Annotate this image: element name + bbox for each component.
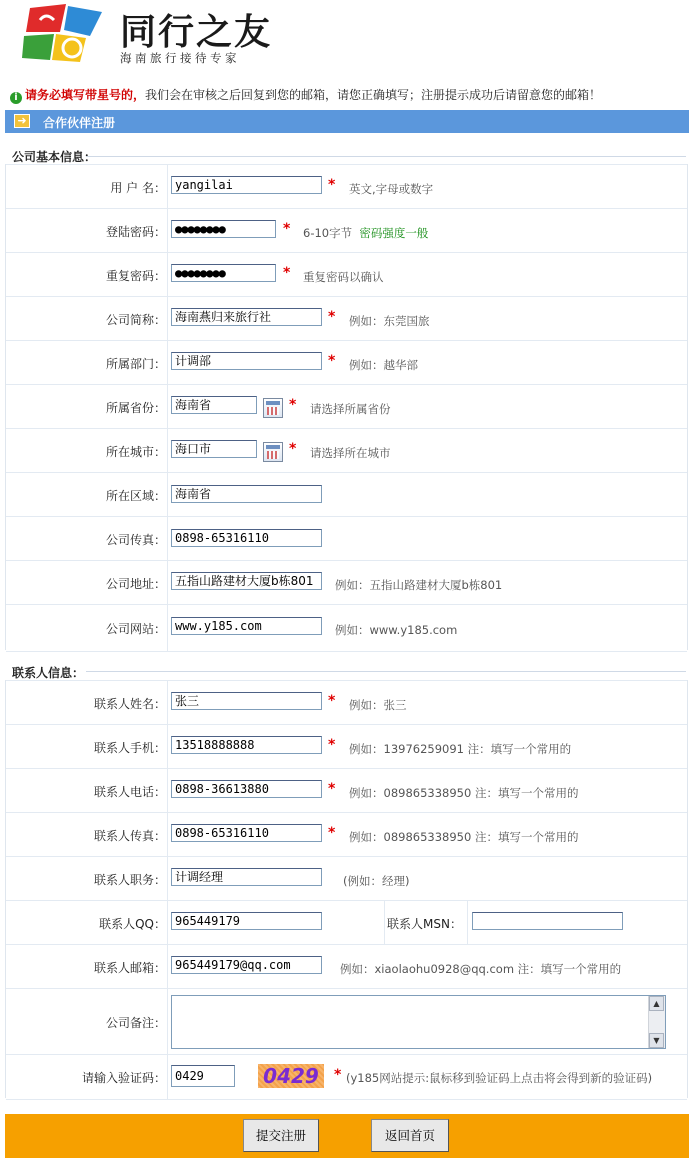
province-input[interactable]: 海南省	[171, 396, 257, 414]
website-hint: 例如：www.y185.com	[335, 623, 458, 637]
city-hint: 请选择所在城市	[310, 446, 391, 460]
website-input[interactable]: www.y185.com	[171, 617, 322, 635]
contact-name-hint: 例如：张三	[349, 698, 407, 712]
contact-email-hint: 例如：xiaolaohu0928@qq.com 注：填写一个常用的	[340, 962, 622, 976]
contact-msn-label: 联系人MSN：	[387, 916, 462, 931]
city-input[interactable]: 海口市	[171, 440, 257, 458]
contact-email-input[interactable]: 965449179@qq.com	[171, 956, 322, 974]
row-city	[6, 428, 687, 473]
row-contact-position	[6, 856, 687, 901]
row-contact-im	[6, 900, 687, 945]
row-password	[6, 208, 687, 253]
row-province	[6, 384, 687, 429]
contact-mobile-label: 联系人手机：	[93, 740, 166, 755]
row-contact-phone	[6, 768, 687, 813]
home-button[interactable]: 返回首页	[371, 1119, 449, 1152]
contact-qq-label: 联系人QQ：	[99, 916, 166, 931]
required-star: *	[328, 353, 336, 369]
required-star: *	[283, 221, 291, 237]
contact-mobile-hint: 例如：13976259091 注：填写一个常用的	[349, 742, 572, 756]
contact-email-label: 联系人邮箱：	[93, 960, 166, 975]
district-input[interactable]: 海南省	[171, 485, 322, 503]
contact-position-hint: (例如：经理)	[343, 874, 410, 888]
contact-fax-label: 联系人传真：	[93, 828, 166, 843]
row-fax	[6, 516, 687, 561]
contact-position-label: 联系人职务：	[93, 872, 166, 887]
password-strength: 密码强度一般	[359, 226, 429, 240]
scroll-up-icon[interactable]: ▲	[649, 996, 664, 1011]
captcha-label: 请输入验证码：	[81, 1070, 166, 1085]
row-contact-fax	[6, 812, 687, 857]
section-contact-title: 联系人信息：	[12, 666, 85, 680]
password-input[interactable]: ●●●●●●●●	[171, 220, 276, 238]
department-label: 所属部门：	[105, 356, 166, 371]
captcha-hint: (y185网站提示:鼠标移到验证码上点击将会得到新的验证码)	[346, 1071, 653, 1085]
password-label: 登陆密码：	[105, 224, 166, 239]
page-title-bar	[5, 110, 689, 133]
section-divider	[86, 156, 686, 158]
brand-title: 同行之友	[120, 11, 273, 53]
company-form	[5, 164, 688, 650]
required-star: *	[328, 825, 336, 841]
password-repeat-hint: 重复密码以确认	[303, 270, 384, 284]
notice	[10, 86, 601, 104]
password-repeat-label: 重复密码：	[105, 268, 166, 283]
department-hint: 例如：越华部	[349, 358, 418, 372]
required-star: *	[328, 177, 336, 193]
row-district	[6, 472, 687, 517]
notice-required: 请务必填写带星号的，	[25, 88, 146, 102]
required-star: *	[283, 265, 291, 281]
province-label: 所属省份：	[105, 400, 166, 415]
contact-msn-input[interactable]	[472, 912, 623, 930]
required-star: *	[289, 441, 297, 457]
contact-qq-input[interactable]: 965449179	[171, 912, 322, 930]
brand-subtitle: 海南旅行接待专家	[120, 51, 240, 65]
row-department	[6, 340, 687, 385]
contact-fax-input[interactable]: 0898-65316110	[171, 824, 322, 842]
province-hint: 请选择所属省份	[310, 402, 391, 416]
contact-fax-hint: 例如：089865338950 注：填写一个常用的	[349, 830, 579, 844]
required-star: *	[289, 397, 297, 413]
username-hint: 英文,字母或数字	[349, 182, 434, 196]
calendar-picker-icon[interactable]	[263, 442, 283, 462]
contact-phone-hint: 例如：089865338950 注：填写一个常用的	[349, 786, 579, 800]
city-label: 所在城市：	[105, 444, 166, 459]
contact-position-input[interactable]: 计调经理	[171, 868, 322, 886]
captcha-image[interactable]: 0429	[258, 1064, 324, 1088]
username-input[interactable]: yangilai	[171, 176, 322, 194]
contact-phone-label: 联系人电话：	[93, 784, 166, 799]
captcha-input[interactable]: 0429	[171, 1065, 235, 1087]
row-short-name	[6, 296, 687, 341]
required-star: *	[328, 781, 336, 797]
section-company-title: 公司基本信息：	[12, 150, 97, 164]
row-captcha	[6, 1054, 687, 1100]
password-repeat-input[interactable]: ●●●●●●●●	[171, 264, 276, 282]
row-contact-mobile	[6, 724, 687, 769]
remark-scrollbar[interactable]	[648, 996, 665, 1048]
contact-mobile-input[interactable]: 13518888888	[171, 736, 322, 754]
username-label: 用 户 名：	[110, 180, 166, 195]
short-name-label: 公司简称：	[105, 312, 166, 327]
contact-name-label: 联系人姓名：	[93, 696, 166, 711]
logo-icon	[20, 2, 110, 66]
row-remark	[6, 988, 687, 1055]
address-hint: 例如：五指山路建材大厦b栋801	[335, 578, 503, 592]
fax-label: 公司传真：	[105, 532, 166, 547]
remark-textarea[interactable]	[171, 995, 666, 1049]
department-input[interactable]: 计调部	[171, 352, 322, 370]
short-name-hint: 例如：东莞国旅	[349, 314, 430, 328]
address-label: 公司地址：	[105, 576, 166, 591]
fax-input[interactable]: 0898-65316110	[171, 529, 322, 547]
contact-form	[5, 680, 688, 1098]
website-label: 公司网站：	[105, 621, 166, 636]
required-star: *	[328, 309, 336, 325]
row-contact-name	[6, 680, 687, 725]
scroll-down-icon[interactable]: ▼	[649, 1033, 664, 1048]
address-input[interactable]: 五指山路建材大厦b栋801	[171, 572, 322, 590]
row-contact-email	[6, 944, 687, 989]
page-title: 合作伙伴注册	[43, 116, 116, 130]
contact-name-input[interactable]: 张三	[171, 692, 322, 710]
row-username	[6, 164, 687, 209]
row-address	[6, 560, 687, 605]
submit-button[interactable]: 提交注册	[243, 1119, 319, 1152]
district-label: 所在区域：	[105, 488, 166, 503]
remark-label: 公司备注：	[105, 1015, 166, 1030]
section-divider	[86, 671, 686, 673]
row-website	[6, 604, 687, 652]
arrow-right-icon: ➜	[14, 114, 30, 128]
password-hint: 6-10字节	[303, 226, 353, 240]
row-password-repeat	[6, 252, 687, 297]
short-name-input[interactable]: 海南燕归来旅行社	[171, 308, 322, 326]
info-icon: i	[10, 92, 22, 104]
contact-phone-input[interactable]: 0898-36613880	[171, 780, 322, 798]
footer-bar	[5, 1114, 689, 1158]
required-star: *	[328, 737, 336, 753]
calendar-picker-icon[interactable]	[263, 398, 283, 418]
required-star: *	[328, 693, 336, 709]
notice-text: 我们会在审核之后回复到您的邮箱，请您正确填写；注册提示成功后请留意您的邮箱！	[145, 88, 602, 102]
required-star: *	[334, 1067, 342, 1083]
